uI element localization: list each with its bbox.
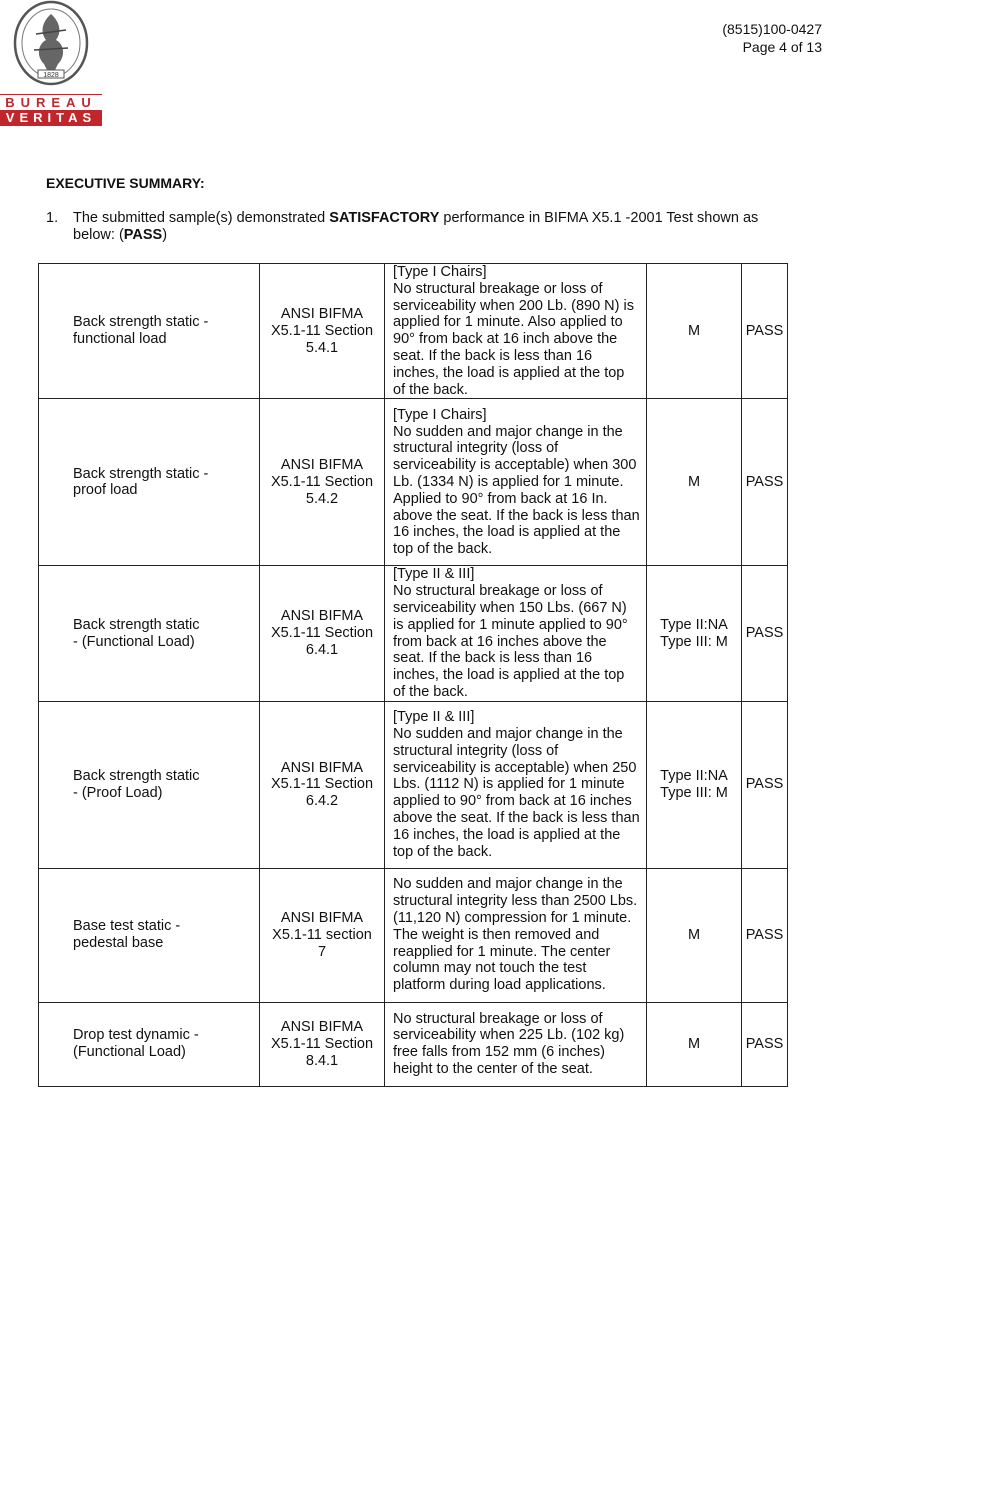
- test-name-cell: Back strength static - (Proof Load): [39, 701, 260, 868]
- table-row: [39, 264, 788, 399]
- test-results-table: [38, 263, 788, 1087]
- table-row: [39, 399, 788, 566]
- standard-cell: ANSI BIFMA X5.1-11 Section 6.4.2: [260, 701, 385, 868]
- applicability-cell: Type II:NA Type III: M: [647, 701, 742, 868]
- page-header: [722, 20, 822, 56]
- summary-item: [46, 210, 791, 244]
- result-cell: PASS: [742, 399, 788, 566]
- summary-text: [73, 210, 791, 244]
- applicability-cell: M: [647, 868, 742, 1002]
- summary-text-middle: performance in BIFMA X5.1 -2001 Test shown as below: (: [73, 210, 759, 243]
- requirement-cell: [Type I Chairs] No sudden and major change in the structural integrity (loss of serviceability is acceptable) when 300 Lb. (1334 N) is applied for 1 minute. Applied to 90° from back at 16 In. above the seat. If the back is less than 16 inches, the load is applied at the top of the back.: [385, 399, 647, 566]
- applicability-cell: M: [647, 1002, 742, 1086]
- logo-wordmark-bureau: BUREAU: [0, 94, 102, 110]
- requirement-cell: [Type II & III] No structural breakage or loss of serviceability when 150 Lbs. (667 N) is applied for 1 minute applied to 90° from back at 16 inches above the seat. If the back is less than 16 inches, the load is applied at the top of the back.: [385, 566, 647, 701]
- applicability-cell: M: [647, 264, 742, 399]
- test-name-cell: Back strength static - proof load: [39, 399, 260, 566]
- standard-cell: ANSI BIFMA X5.1-11 Section 5.4.1: [260, 264, 385, 399]
- summary-number: 1.: [46, 210, 59, 226]
- result-cell: PASS: [742, 566, 788, 701]
- bureau-veritas-emblem-icon: [12, 0, 90, 88]
- standard-cell: ANSI BIFMA X5.1-11 section 7: [260, 868, 385, 1002]
- bureau-veritas-logo: [0, 0, 102, 128]
- test-name-cell: Back strength static - functional load: [39, 264, 260, 399]
- applicability-cell: M: [647, 399, 742, 566]
- applicability-cell: Type II:NA Type III: M: [647, 566, 742, 701]
- requirement-cell: [Type II & III] No sudden and major change in the structural integrity (loss of serviceability is acceptable) when 250 Lbs. (1112 N) is applied for 1 minute applied to 90° from back at 16 inches above the seat. If the back is less than 16 inches, the load is applied at the top of the back.: [385, 701, 647, 868]
- table-row: [39, 701, 788, 868]
- result-cell: PASS: [742, 868, 788, 1002]
- test-name-cell: Back strength static - (Functional Load): [39, 566, 260, 701]
- report-number: (8515)100-0427: [722, 21, 822, 37]
- logo-year: 1828: [43, 72, 59, 79]
- table-row: [39, 1002, 788, 1086]
- table-row: [39, 566, 788, 701]
- logo-wordmark-veritas: VERITAS: [0, 110, 102, 126]
- section-title: EXECUTIVE SUMMARY:: [46, 175, 205, 191]
- result-cell: PASS: [742, 264, 788, 399]
- table-row: [39, 868, 788, 1002]
- result-cell: PASS: [742, 701, 788, 868]
- requirement-cell: No structural breakage or loss of serviceability when 225 Lb. (102 kg) free falls from 152 mm (6 inches) height to the center of the seat.: [385, 1002, 647, 1086]
- summary-text-before: The submitted sample(s) demonstrated: [73, 210, 330, 226]
- summary-result: PASS: [123, 227, 163, 243]
- page-number: Page 4 of 13: [742, 39, 822, 55]
- standard-cell: ANSI BIFMA X5.1-11 Section 5.4.2: [260, 399, 385, 566]
- test-name-cell: Drop test dynamic - (Functional Load): [39, 1002, 260, 1086]
- requirement-cell: No sudden and major change in the structural integrity less than 2500 Lbs. (11,120 N) compression for 1 minute. The weight is then removed and reapplied for 1 minute. The center column may not touch the test platform during load applications.: [385, 868, 647, 1002]
- test-name-cell: Base test static - pedestal base: [39, 868, 260, 1002]
- requirement-cell: [Type I Chairs] No structural breakage or loss of serviceability when 200 Lb. (890 N) is applied for 1 minute. Also applied to 90° from back at 16 inch above the seat. If the back is less than 16 inches, the load is applied at the top of the back.: [385, 264, 647, 399]
- result-cell: PASS: [742, 1002, 788, 1086]
- standard-cell: ANSI BIFMA X5.1-11 Section 6.4.1: [260, 566, 385, 701]
- standard-cell: ANSI BIFMA X5.1-11 Section 8.4.1: [260, 1002, 385, 1086]
- summary-text-after: ): [162, 227, 168, 243]
- summary-emphasis: SATISFACTORY: [329, 210, 440, 226]
